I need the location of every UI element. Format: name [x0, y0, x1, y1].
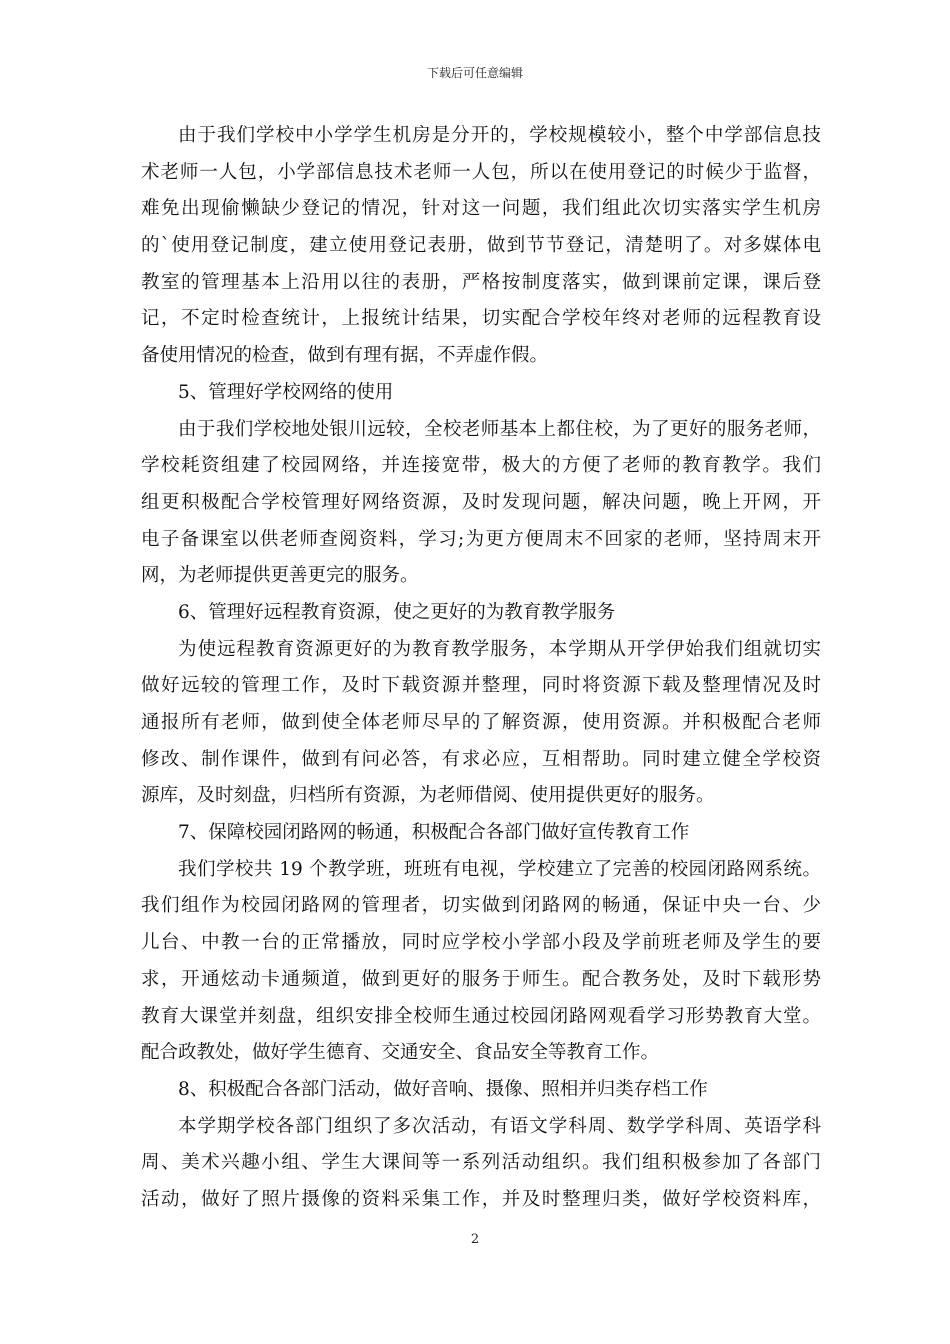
- page-header: 下载后可任意编辑: [426, 66, 523, 80]
- text-line: 难免出现偷懒缺少登记的情况，针对这一问题，我们组此次切实落实学生机房: [141, 198, 821, 220]
- text-line: 求，开通炫动卡通频道，做到更好的服务于师生。配合教务处，及时下载形势: [141, 968, 821, 990]
- text-line: 教室的管理基本上沿用以往的表册，严格按制度落实，做到课前定课，课后登: [141, 271, 821, 293]
- text-line: 由于我们学校中小学学生机房是分开的，学校规模较小，整个中学部信息技: [178, 125, 821, 146]
- text-line: 修改、制作课件，做到有问必答，有求必应，互相帮助。同时建立健全学校资: [141, 748, 821, 770]
- text-line: 活动，做好了照片摄像的资料采集工作，并及时整理归类，做好学校资料库，: [141, 1188, 821, 1210]
- text-line: 记，不定时检查统计，上报统计结果，切实配合学校年终对老师的远程教育设: [141, 308, 821, 330]
- text-line: 源库，及时刻盘，归档所有资源，为老师借阅、使用提供更好的服务。: [141, 785, 715, 807]
- text-line: 通报所有老师，做到使全体老师尽早的了解资源，使用资源。并积极配合老师: [141, 712, 821, 733]
- page-number: 2: [470, 1232, 480, 1247]
- text-line: 学校耗资组建了校园网络，并连接宽带，极大的方便了老师的教育教学。我们: [141, 455, 821, 477]
- text-line: 由于我们学校地处银川远较，全校老师基本上都住校，为了更好的服务老师，: [178, 418, 821, 440]
- text-line: 备使用情况的检查，做到有理有据，不弄虚作假。: [141, 345, 549, 367]
- section-heading: 8、积极配合各部门活动，做好音响、摄像、照相并归类存档工作: [178, 1078, 708, 1100]
- text-line: 术老师一人包，小学部信息技术老师一人包，所以在使用登记的时候少于监督，: [141, 161, 821, 183]
- text-line: 的`使用登记制度，建立使用登记表册，做到节节登记，清楚明了。对多媒体电: [141, 235, 821, 257]
- text-line: 组更积极配合学校管理好网络资源，及时发现问题，解决问题，晚上开网，开: [141, 491, 821, 513]
- section-heading: 5、管理好学校网络的使用: [178, 381, 394, 403]
- text-line: 儿台、中教一台的正常播放，同时应学校小学部小段及学前班老师及学生的要: [141, 932, 821, 954]
- text-line: 本学期学校各部门组织了多次活动，有语文学科周、数学学科周、英语学科: [178, 1115, 821, 1137]
- text-line: 网，为老师提供更善更完的服务。: [141, 565, 419, 587]
- document-body: [141, 118, 821, 1219]
- text-line: 我们学校共 19 个教学班，班班有电视，学校建立了完善的校园闭路网系统。: [178, 858, 821, 880]
- text-line: 教育大课堂并刻盘，组织安排全校师生通过校园闭路网观看学习形势教育大堂。: [141, 1005, 821, 1027]
- text-line: 我们组作为校园闭路网的管理者，切实做到闭路网的畅通，保证中央一台、少: [141, 895, 821, 917]
- text-line: 配合政教处，做好学生德育、交通安全、食品安全等教育工作。: [141, 1042, 660, 1064]
- text-line: 为使远程教育资源更好的为教育教学服务，本学期从开学伊始我们组就切实: [178, 638, 821, 660]
- text-line: 做好远较的管理工作，及时下载资源并整理，同时将资源下载及整理情况及时: [141, 675, 821, 697]
- section-heading: 7、保障校园闭路网的畅通，积极配合各部门做好宣传教育工作: [178, 822, 690, 844]
- text-line: 周、美术兴趣小组、学生大课间等一系列活动组织。我们组积极参加了各部门: [141, 1152, 821, 1174]
- text-line: 电子备课室以供老师查阅资料，学习;为更方便周末不回家的老师，坚持周末开: [141, 528, 821, 550]
- section-heading: 6、管理好远程教育资源，使之更好的为教育教学服务: [178, 601, 616, 623]
